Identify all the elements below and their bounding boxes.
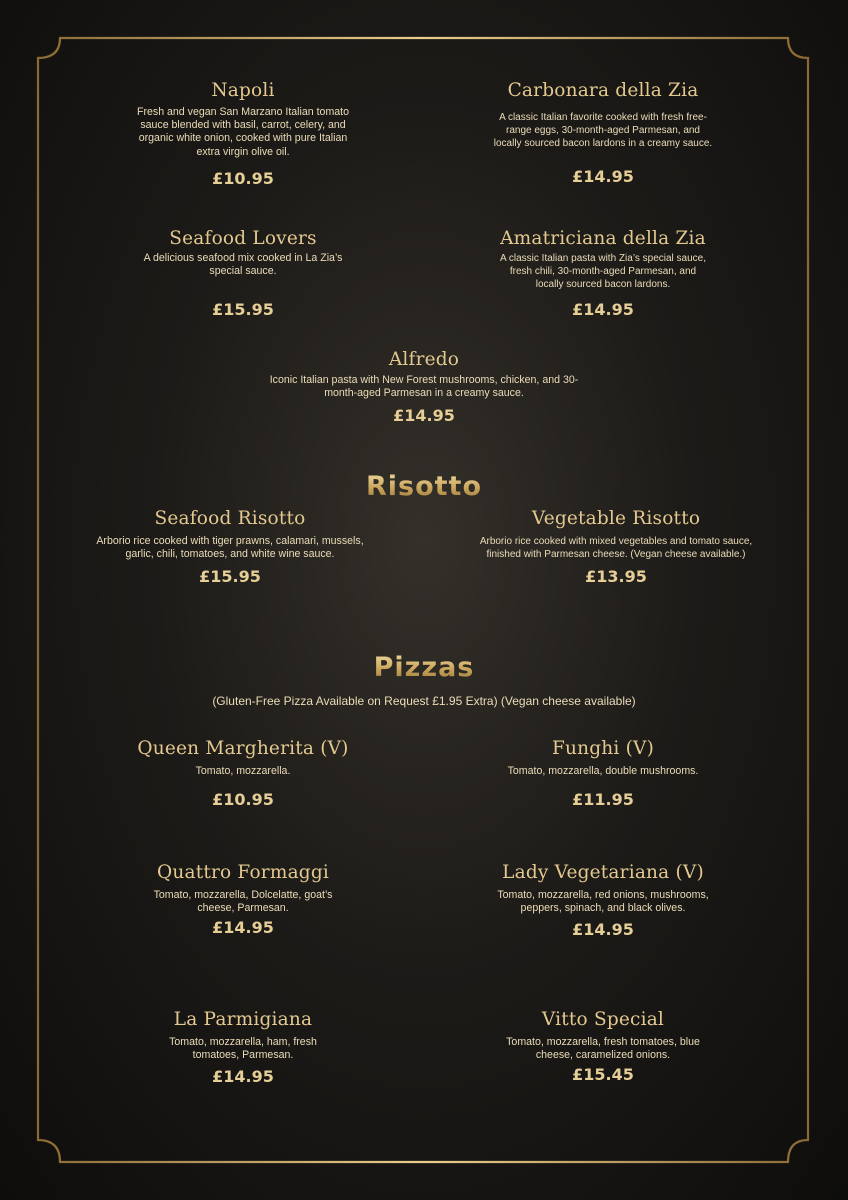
item-price: £10.95: [212, 790, 274, 810]
item-name: Vitto Special: [541, 1009, 665, 1030]
item-name: Amatriciana della Zia: [500, 228, 706, 249]
item-price: £14.95: [212, 918, 274, 938]
menu-item-amatriciana: [498, 228, 708, 319]
item-description: Tomato, mozzarella, red onions, mushrooms, peppers, spinach, and black olives.: [497, 889, 709, 915]
menu-item-seafood-lovers: [143, 228, 343, 319]
item-description: Tomato, mozzarella, fresh tomatoes, blue cheese, caramelized onions.: [506, 1036, 700, 1062]
item-description: Tomato, mozzarella.: [195, 765, 291, 777]
item-name: Napoli: [211, 80, 275, 101]
item-name: Quattro Formaggi: [156, 862, 330, 883]
menu-item-queen-margherita: [133, 738, 353, 809]
menu-item-la-parmigiana: [148, 1009, 338, 1086]
item-price: £14.95: [393, 406, 455, 426]
item-price: £15.95: [212, 300, 274, 320]
menu-item-vegetable-risotto: [466, 508, 766, 586]
pizza-note: (Gluten-Free Pizza Available on Request £1.95 Extra) (Vegan cheese available): [212, 694, 636, 708]
item-name: Alfredo: [388, 349, 460, 370]
item-price: £14.95: [212, 1067, 274, 1087]
item-price: £11.95: [572, 790, 634, 810]
menu-item-carbonara: [493, 80, 713, 186]
menu-item-seafood-risotto: [82, 508, 378, 586]
section-title-risotto: Risotto: [0, 471, 848, 502]
item-description: Tomato, mozzarella, ham, fresh tomatoes, Parmesan.: [169, 1036, 317, 1062]
item-price: £14.95: [572, 920, 634, 940]
menu-item-napoli: [128, 80, 358, 188]
menu-item-quattro-formaggi: [148, 862, 338, 937]
menu-item-alfredo: [263, 349, 585, 425]
item-description: Arborio rice cooked with mixed vegetables and tomato sauce, finished with Parmesan cheese. (Vegan cheese available.): [479, 536, 753, 561]
item-description: A delicious seafood mix cooked in La Zia’s special sauce.: [143, 252, 343, 278]
item-description: Arborio rice cooked with tiger prawns, calamari, mussels, garlic, chili, tomatoes, and white wine sauce.: [96, 535, 364, 561]
menu-item-lady-vegetariana: [488, 862, 718, 939]
item-price: £14.95: [572, 166, 634, 186]
item-price: £13.95: [585, 567, 647, 587]
section-title-pizzas: Pizzas: [0, 652, 848, 683]
item-description: Fresh and vegan San Marzano Italian tomato sauce blended with basil, carrot, celery, and organic white onion, cooked with pure Italian extra virgin olive oil.: [137, 106, 349, 158]
item-description: Tomato, mozzarella, Dolcelatte, goat’s cheese, Parmesan.: [153, 889, 333, 915]
item-name: Carbonara della Zia: [507, 80, 699, 101]
item-price: £15.45: [572, 1065, 634, 1085]
item-description: A classic Italian pasta with Zia’s special sauce, fresh chili, 30-month-aged Parmesan, and locally sourced bacon lardons.: [499, 253, 707, 291]
item-name: Funghi (V): [551, 738, 654, 759]
item-description: Tomato, mozzarella, double mushrooms.: [507, 765, 699, 777]
item-price: £15.95: [199, 567, 261, 587]
item-name: La Parmigiana: [173, 1009, 313, 1030]
item-name: Seafood Risotto: [154, 508, 306, 529]
item-name: Queen Margherita (V): [137, 738, 349, 759]
item-price: £14.95: [572, 299, 634, 319]
item-name: Lady Vegetariana (V): [502, 862, 704, 883]
item-description: Iconic Italian pasta with New Forest mushrooms, chicken, and 30-month-aged Parmesan in a creamy sauce.: [269, 374, 579, 400]
item-price: £10.95: [212, 168, 274, 188]
item-name: Seafood Lovers: [169, 228, 317, 249]
menu-item-vitto-special: [498, 1009, 708, 1084]
item-description: A classic Italian favorite cooked with fresh free-range eggs, 30-month-aged Parmesan, and locally sourced bacon lardons in a creamy sauce.: [493, 112, 713, 150]
item-name: Vegetable Risotto: [531, 508, 701, 529]
menu-item-funghi: [483, 738, 723, 809]
